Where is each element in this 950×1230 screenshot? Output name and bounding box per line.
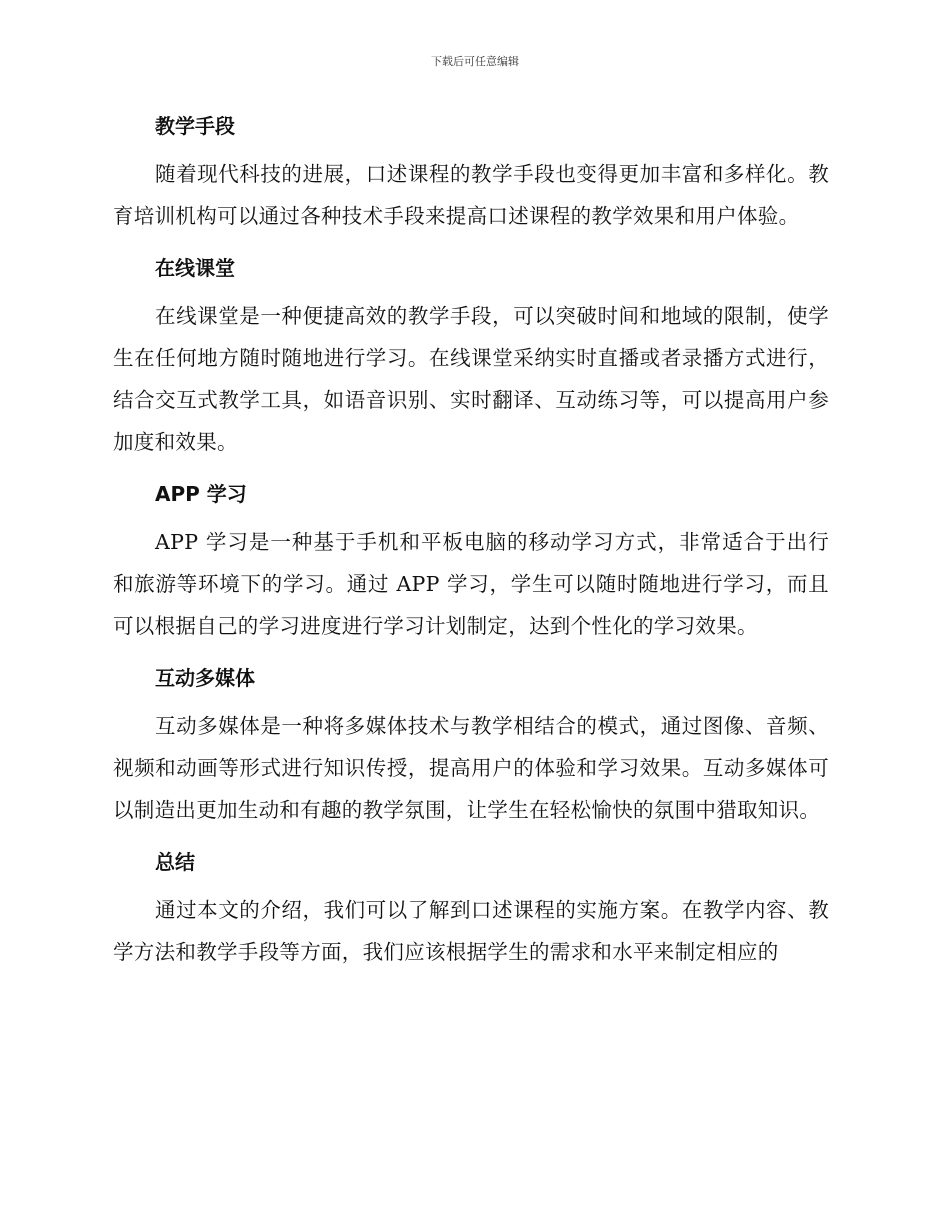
section-heading: APP 学习 <box>155 482 247 506</box>
section-heading: 总结 <box>155 850 195 874</box>
section-teaching-methods <box>113 105 829 237</box>
section-paragraph: 通过本文的介绍，我们可以了解到口述课程的实施方案。在教学内容、教学方法和教学手段等方面，我们应该根据学生的需求和水平来制定相应的 <box>113 898 829 964</box>
section-summary <box>113 841 829 973</box>
section-online-classroom <box>113 247 829 463</box>
section-heading: 教学手段 <box>155 114 235 138</box>
section-app-learning <box>113 473 829 647</box>
section-paragraph: 互动多媒体是一种将多媒体技术与教学相结合的模式，通过图像、音频、视频和动画等形式进行知识传授，提高用户的体验和学习效果。互动多媒体可以制造出更加生动和有趣的教学氛围，让学生在轻松愉快的氛围中猎取知识。 <box>113 714 829 822</box>
document-body <box>113 105 829 983</box>
section-heading: 互动多媒体 <box>155 666 255 690</box>
section-paragraph: APP 学习是一种基于手机和平板电脑的移动学习方式，非常适合于出行和旅游等环境下的学习。通过 APP 学习，学生可以随时随地进行学习，而且可以根据自己的学习进度进行学习计划制定，达到个性化的学习效果。 <box>113 530 829 638</box>
section-paragraph: 在线课堂是一种便捷高效的教学手段，可以突破时间和地域的限制，使学生在任何地方随时随地进行学习。在线课堂采纳实时直播或者录播方式进行，结合交互式教学工具，如语音识别、实时翻译、互动练习等，可以提高用户参加度和效果。 <box>113 304 829 454</box>
section-interactive-multimedia <box>113 657 829 831</box>
section-paragraph: 随着现代科技的进展，口述课程的教学手段也变得更加丰富和多样化。教育培训机构可以通过各种技术手段来提高口述课程的教学效果和用户体验。 <box>113 162 829 228</box>
page-header: 下载后可任意编辑 <box>431 55 519 68</box>
section-heading: 在线课堂 <box>155 256 235 280</box>
